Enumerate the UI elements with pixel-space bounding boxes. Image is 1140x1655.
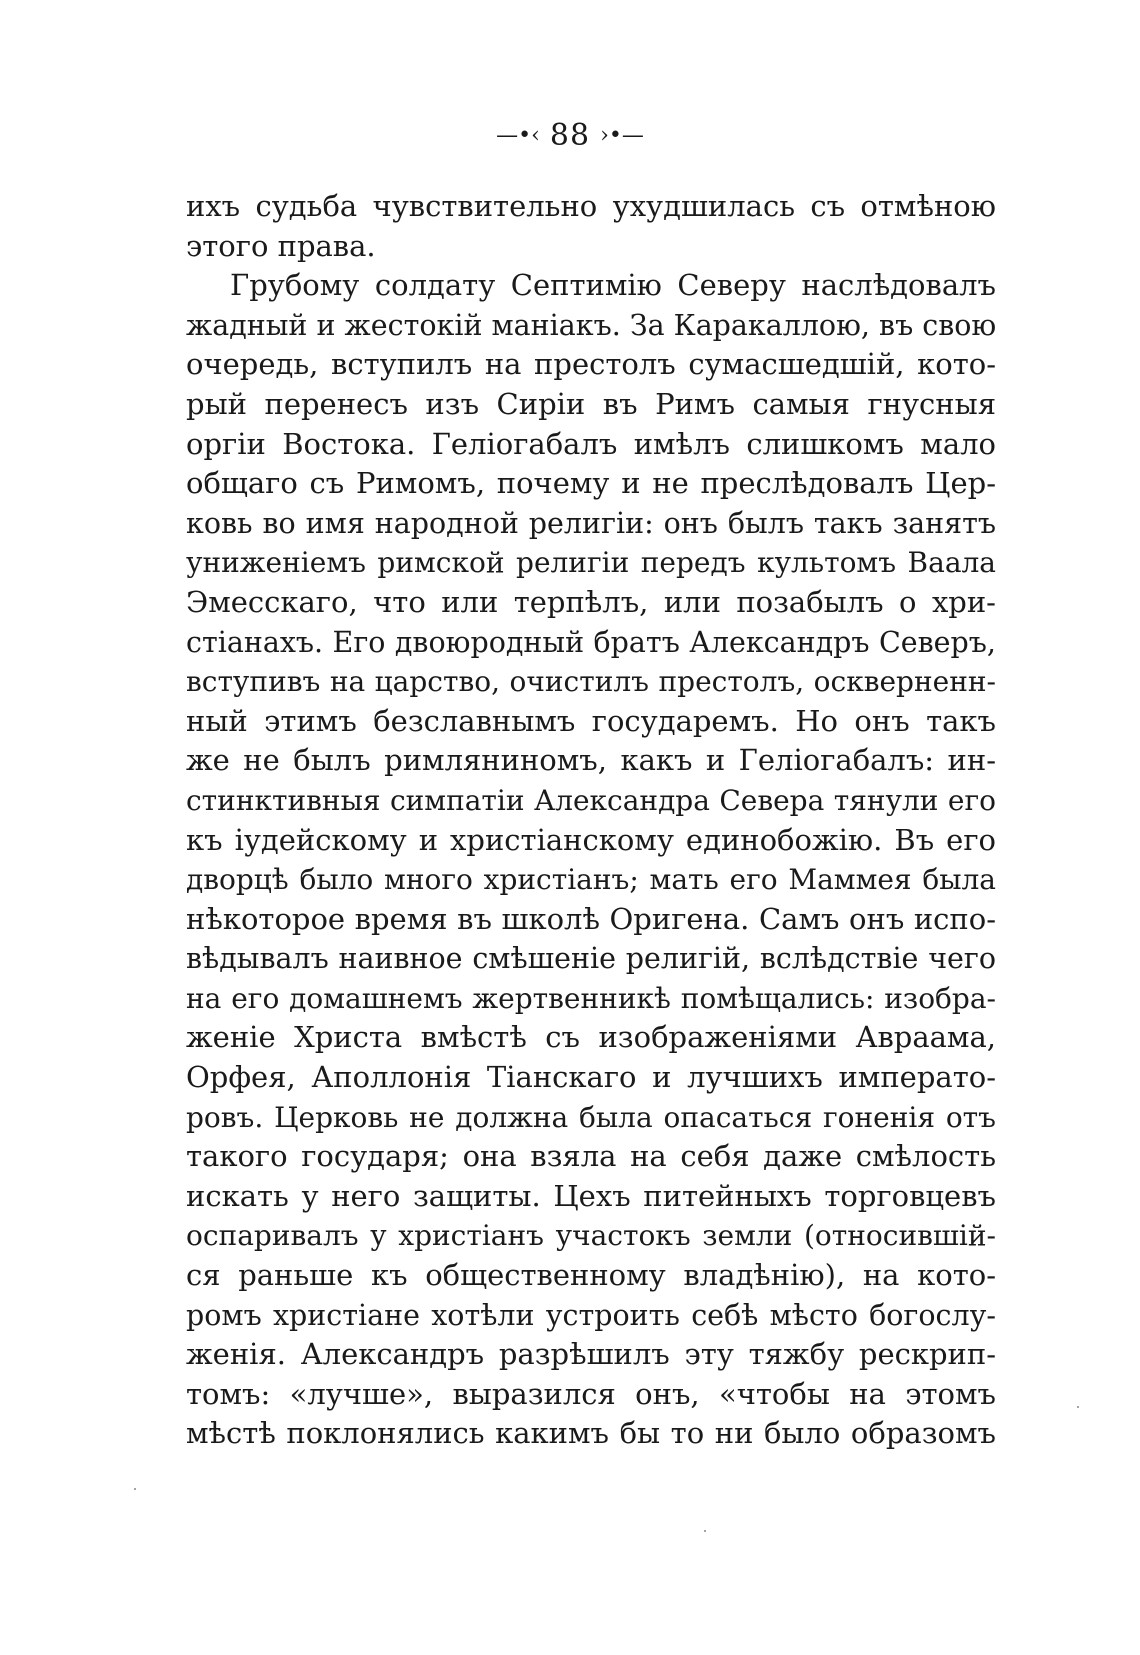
text-line: ромъ христіане хотѣли устроить себѣ мѣсто богослу- [186,1298,996,1332]
text-line: женіе Христа вмѣстѣ съ изображеніями Авраама, [186,1020,996,1055]
text-line: томъ: «лучше», выразился онъ, «чтобы на этомъ [186,1376,996,1411]
text-line: униженіемъ римской религіи передъ культомъ Ваала [186,546,996,580]
text-line: Эмесскаго, что или терпѣлъ, или позабылъ о хри- [186,584,996,619]
header-ornament-left: —•‹ [496,123,540,148]
text-line: оргіи Востока. Геліогабалъ имѣлъ слишкомъ мало [186,426,996,461]
text-line: этого права. [186,228,376,263]
page-number: 88 [549,118,591,153]
text-line: рый перенесъ изъ Сиріи въ Римъ самыя гнусныя [186,386,996,421]
text-line: ный этимъ безславнымъ государемъ. Но онъ такъ [186,703,996,738]
text-line: нѣкоторое время въ школѣ Оригена. Самъ онъ испо- [186,901,996,936]
text-line: дворцѣ было много христіанъ; мать его Маммея была [186,863,996,897]
text-line: ковь во имя народной религіи: онъ былъ такъ занятъ [186,506,996,540]
text-line: вѣдывалъ наивное смѣшеніе религій, вслѣдствіе чего [186,942,996,976]
text-line: ся раньше къ общественному владѣнію), на кото- [186,1258,996,1293]
text-line: вступивъ на царство, очистилъ престолъ, оскверненн- [186,665,996,699]
text-line: къ іудейскому и христіанскому единобожію. Въ его [186,822,996,857]
text-line: очередь, вступилъ на престолъ сумасшедшій, кото- [186,347,996,382]
text-line: на его домашнемъ жертвенникѣ помѣщались: изобра- [186,981,996,1015]
paper-speck [704,1530,706,1532]
paper-speck [1077,1406,1079,1408]
body-text [186,187,996,1454]
text-line: жадный и жестокій маніакъ. За Каракаллою, въ свою [186,308,996,342]
text-line: ровъ. Церковь не должна была опасаться гоненія отъ [186,1100,996,1134]
text-line: Орфея, Аполлонія Тіанскаго и лучшихъ императо- [186,1060,996,1095]
text-line: общаго съ Римомъ, почему и не преслѣдовалъ Цер- [186,466,996,501]
text-line: ихъ судьба чувствительно ухудшилась съ отмѣною [186,189,996,223]
text-line: стіанахъ. Его двоюродный братъ Александръ Северъ, [186,625,996,659]
paper-speck [134,1488,136,1490]
text-line: же не былъ римляниномъ, какъ и Геліогабалъ: ин- [186,743,996,778]
text-line: оспаривалъ у христіанъ участокъ земли (относившій- [186,1219,996,1253]
header-ornament-right: ›•— [600,123,644,148]
text-line: стинктивныя симпатіи Александра Севера тянули его [186,783,996,817]
text-line: мѣстѣ поклонялись какимъ бы то ни было образомъ [186,1416,996,1451]
text-line: женія. Александръ разрѣшилъ эту тяжбу рескрип- [186,1337,996,1372]
text-line: искать у него защиты. Цехъ питейныхъ торговцевъ [186,1178,996,1213]
text-line: такого государя; она взяла на себя даже смѣлость [186,1139,996,1174]
text-line: Грубому солдату Септимію Северу наслѣдовалъ [230,268,996,303]
page-header [0,116,1140,156]
